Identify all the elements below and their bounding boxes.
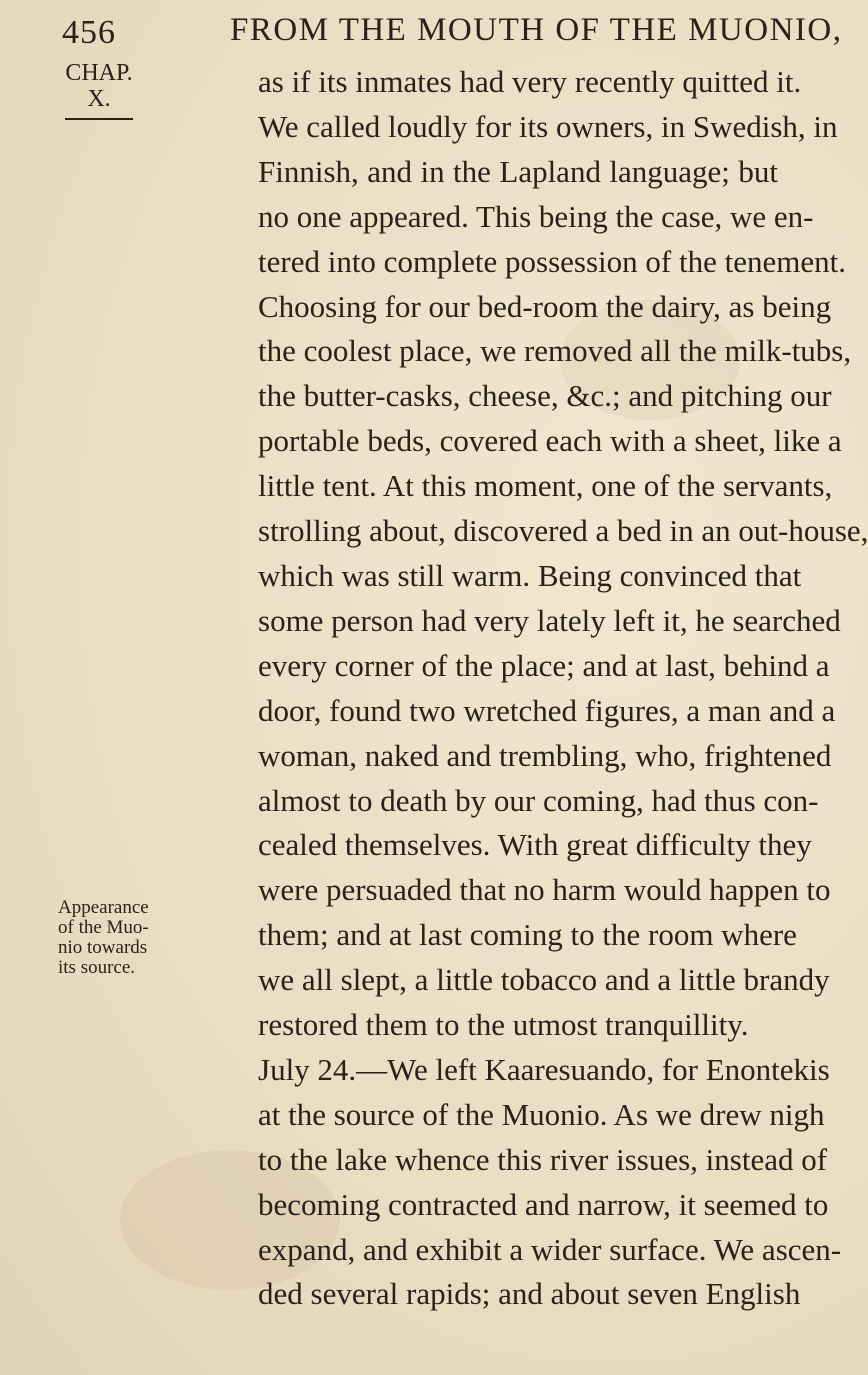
text-line: every corner of the place; and at last, behind a (258, 647, 830, 683)
chapter-rule (65, 118, 133, 120)
text-line: ded several rapids; and about seven English (258, 1276, 801, 1312)
text-line: Finnish, and in the Lapland language; but (258, 153, 778, 189)
margin-note-line: its source. (58, 957, 136, 978)
text-line: We called loudly for its owners, in Swedish, in (258, 108, 838, 144)
margin-note (58, 898, 158, 978)
text-line: we all slept, a little tobacco and a little brandy (258, 962, 830, 998)
chapter-marker (60, 60, 138, 120)
chapter-label: CHAP. (65, 60, 133, 86)
text-line: tered into complete possession of the tenement. (258, 243, 846, 279)
text-line: cealed themselves. With great difficulty they (258, 827, 812, 863)
text-line: almost to death by our coming, had thus con- (258, 782, 819, 818)
text-line: no one appeared. This being the case, we en- (258, 198, 814, 234)
margin-note-line: of the Muo- (58, 917, 149, 938)
text-line: restored them to the utmost tranquillity. (258, 1007, 749, 1043)
margin-note-line: nio towards (58, 937, 148, 958)
text-line: Choosing for our bed-room the dairy, as being (258, 288, 832, 324)
text-line: were persuaded that no harm would happen to (258, 872, 831, 908)
margin-note-line: Appearance (58, 897, 149, 918)
text-line: little tent. At this moment, one of the servants, (258, 468, 833, 504)
text-line: the coolest place, we removed all the milk-tubs, (258, 333, 852, 369)
text-line: expand, and exhibit a wider surface. We ascen- (258, 1231, 842, 1267)
text-line: woman, naked and trembling, who, frightened (258, 737, 832, 773)
text-line: July 24.—We left Kaaresuando, for Enontekis (258, 1051, 830, 1087)
text-line: some person had very lately left it, he searched (258, 602, 841, 638)
text-line: door, found two wretched figures, a man and a (258, 692, 836, 728)
running-head: FROM THE MOUTH OF THE MUONIO, (230, 12, 843, 48)
text-line: at the source of the Muonio. As we drew nigh (258, 1096, 825, 1132)
text-line: which was still warm. Being convinced that (258, 557, 802, 593)
page-number: 456 (62, 14, 116, 51)
text-line: to the lake whence this river issues, instead of (258, 1141, 828, 1177)
text-line: strolling about, discovered a bed in an out-house, (258, 513, 868, 549)
body-text (258, 60, 868, 1317)
chapter-number: X. (87, 86, 111, 112)
text-line: as if its inmates had very recently quitted it. (258, 64, 802, 99)
text-line: portable beds, covered each with a sheet, like a (258, 423, 842, 459)
text-line: becoming contracted and narrow, it seemed to (258, 1186, 829, 1222)
text-line: them; and at last coming to the room where (258, 917, 797, 953)
text-line: the butter-casks, cheese, &c.; and pitching our (258, 378, 832, 414)
